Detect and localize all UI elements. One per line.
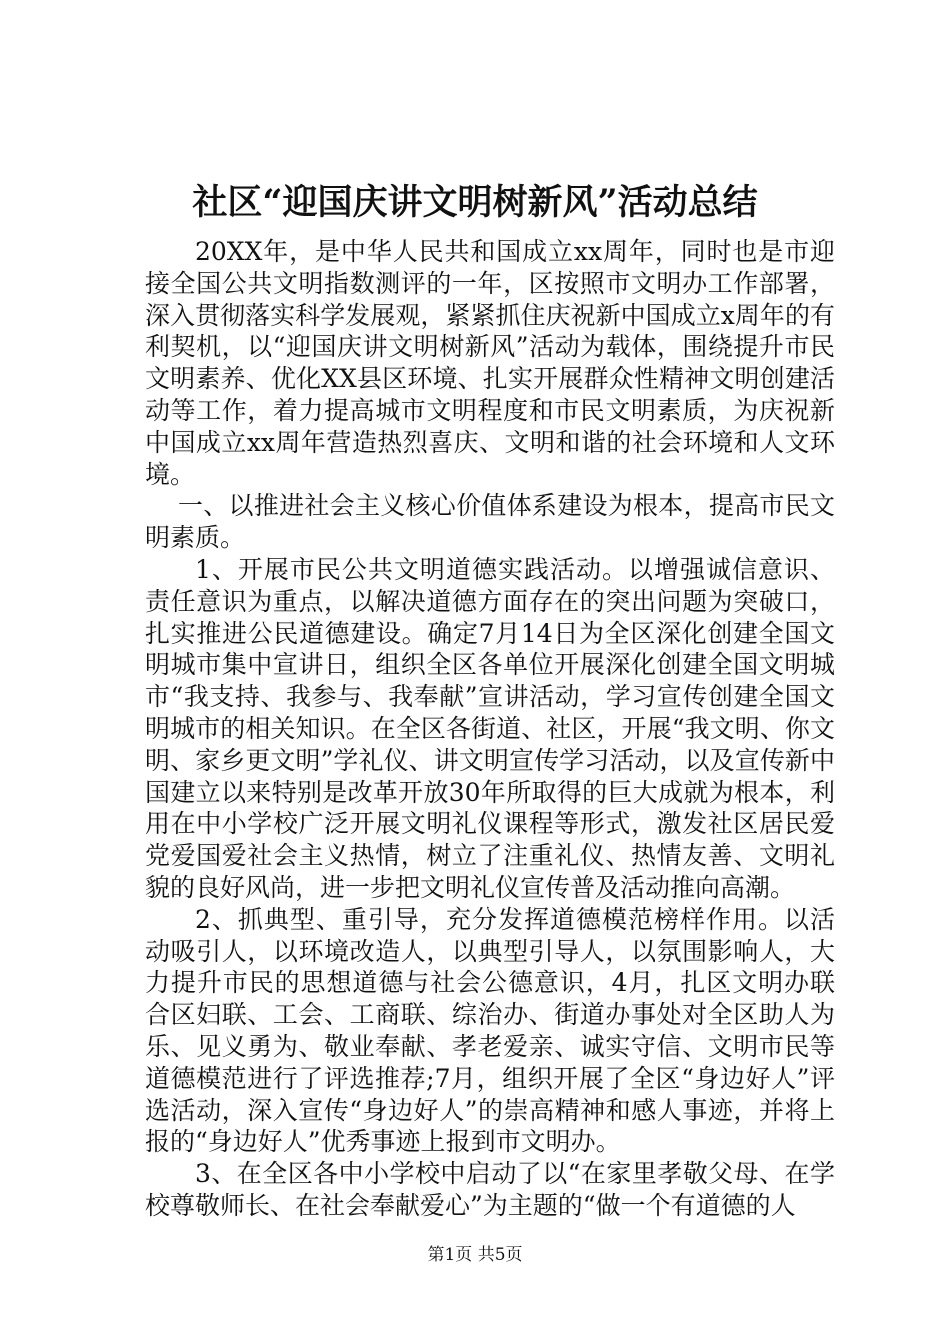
page-number-footer: 第1页 共5页 [427, 1245, 523, 1265]
paragraph-item-2: 2、抓典型、重引导，充分发挥道德模范榜样作用。以活动吸引人，以环境改造人，以典型引导人，以氛围影响人，大力提升市民的思想道德与社会公德意识，4月，扎区文明办联合区妇联、工会、工商联、综治办、街道办事处对全区助人为乐、见义勇为、敬业奉献、孝老爱亲、诚实守信、文明市民等道德模范进行了评选推荐;7月，组织开展了全区“身边好人”评选活动，深入宣传“身边好人”的崇高精神和感人事迹，并将上报的“身边好人”优秀事迹上报到市文明办。 [145, 904, 835, 1157]
paragraph-item-1: 1、开展市民公共文明道德实践活动。以增强诚信意识、责任意识为重点，以解决道德方面存在的突出问题为突破口，扎实推进公民道德建设。确定7月14日为全区深化创建全国文明城市集中宣讲日，组织全区各单位开展深化创建全国文明城市“我支持、我参与、我奉献”宣讲活动，学习宣传创建全国文明城市的相关知识。在全区各街道、社区，开展“我文明、你文明、家乡更文明”学礼仪、讲文明宣传学习活动，以及宣传新中国建立以来特别是改革开放30年所取得的巨大成就为根本，利用在中小学校广泛开展文明礼仪课程等形式，激发社区居民爱党爱国爱社会主义热情，树立了注重礼仪、热情友善、文明礼貌的良好风尚，进一步把文明礼仪宣传普及活动推向高潮。 [145, 554, 835, 902]
paragraph-intro: 20XX年，是中华人民共和国成立xx周年，同时也是市迎接全国公共文明指数测评的一年，区按照市文明办工作部署，深入贯彻落实科学发展观，紧紧抓住庆祝新中国成立x周年的有利契机，以“迎国庆讲文明树新风”活动为载体，围绕提升市民文明素养、优化XX县区环境、扎实开展群众性精神文明创建活动等工作，着力提高城市文明程度和市民文明素质，为庆祝新中国成立xx周年营造热烈喜庆、文明和谐的社会环境和人文环境。 [145, 237, 835, 489]
section-heading-1: 一、以推进社会主义核心价值体系建设为根本，提高市民文明素质。 [145, 491, 835, 553]
document-body [145, 236, 835, 1222]
paragraph-item-3: 3、在全区各中小学校中启动了以“在家里孝敬父母、在学校尊敬师长、在社会奉献爱心”为主题的“做一个有道德的人 [145, 1159, 835, 1220]
document-title: 社区“迎国庆讲文明树新风”活动总结 [192, 182, 758, 223]
